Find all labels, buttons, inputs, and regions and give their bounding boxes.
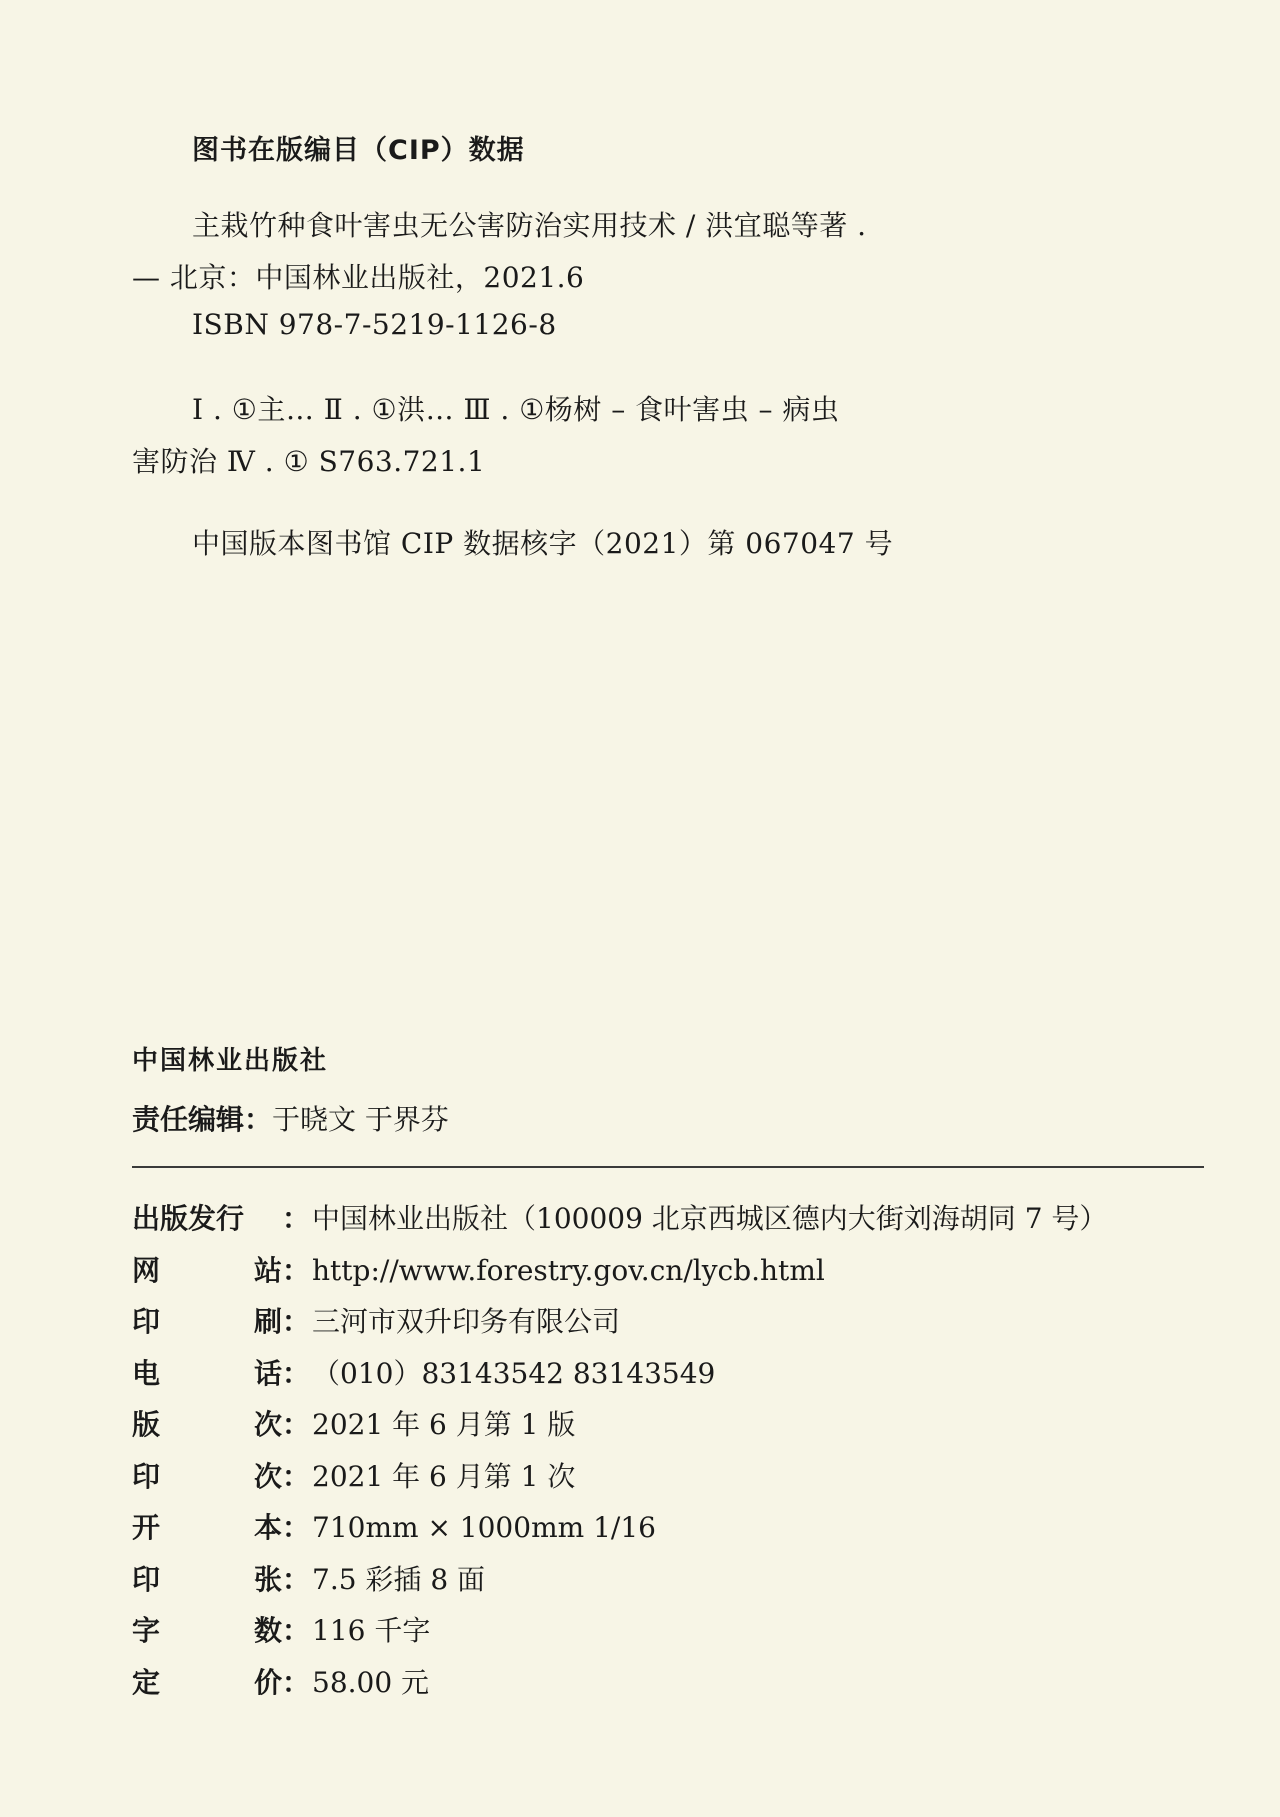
info-label-char: 版 <box>160 1202 189 1235</box>
info-row <box>132 1609 1107 1661</box>
info-label-char: 数 <box>253 1614 282 1647</box>
info-value: 三河市双升印务有限公司 <box>312 1305 621 1338</box>
info-label <box>132 1300 282 1340</box>
info-value: （010）83143542 83143549 <box>312 1356 716 1390</box>
info-label-char: 发 <box>188 1202 217 1235</box>
info-label <box>132 1197 282 1237</box>
info-label-char: 印 <box>132 1305 161 1338</box>
cip-heading: 图书在版编目（CIP）数据 <box>192 135 525 166</box>
info-label-char: 次 <box>253 1408 282 1441</box>
info-label <box>132 1455 282 1495</box>
info-value: 710mm × 1000mm 1/16 <box>312 1511 656 1544</box>
info-row <box>132 1300 1107 1352</box>
info-label-char: 网 <box>132 1253 161 1287</box>
info-colon: ： <box>282 1356 311 1390</box>
cip-subject-line: Ⅰ . ①主… Ⅱ . ①洪… Ⅲ . ①杨树 – 食叶害虫 – 病虫 <box>192 393 840 426</box>
editors-names: 于晓文 于界芬 <box>272 1103 449 1136</box>
info-label-char: 版 <box>132 1408 161 1441</box>
info-label-char: 刷 <box>253 1305 282 1338</box>
info-colon: ： <box>282 1665 311 1699</box>
info-colon: ： <box>282 1305 311 1338</box>
info-colon: ： <box>282 1614 311 1647</box>
info-label-char: 印 <box>132 1562 161 1596</box>
info-label <box>132 1558 282 1598</box>
editors-label: 责任编辑： <box>132 1103 273 1136</box>
info-label-char: 字 <box>132 1614 161 1647</box>
responsible-editors <box>132 1098 449 1138</box>
info-label <box>132 1249 282 1289</box>
info-value: 7.5 彩插 8 面 <box>312 1562 486 1596</box>
info-colon: ： <box>282 1511 311 1544</box>
cip-subject-line-cont: 害防治 Ⅳ . ① S763.721.1 <box>132 445 486 478</box>
info-label <box>132 1352 282 1392</box>
info-label-char: 开 <box>132 1511 161 1544</box>
info-row <box>132 1661 1107 1713</box>
info-row <box>132 1197 1107 1249</box>
info-label <box>132 1506 282 1546</box>
info-row <box>132 1455 1107 1507</box>
cip-record-number: 中国版本图书馆 CIP 数据核字（2021）第 067047 号 <box>192 527 894 560</box>
info-label-char: 电 <box>132 1356 161 1390</box>
info-label-char: 张 <box>253 1562 282 1596</box>
publication-info <box>132 1197 1107 1712</box>
info-value: 中国林业出版社（100009 北京西城区德内大街刘海胡同 7 号） <box>312 1202 1108 1235</box>
info-value: 2021 年 6 月第 1 版 <box>312 1408 576 1441</box>
info-label-char: 定 <box>132 1665 161 1699</box>
info-colon: ： <box>282 1408 311 1441</box>
info-label <box>132 1403 282 1443</box>
info-label-char: 站 <box>253 1253 282 1287</box>
info-row <box>132 1249 1107 1301</box>
info-label-char: 价 <box>253 1665 282 1699</box>
info-value: 116 千字 <box>312 1614 431 1647</box>
info-value: http://www.forestry.gov.cn/lycb.html <box>312 1253 825 1287</box>
info-colon: ： <box>282 1562 311 1596</box>
info-label <box>132 1609 282 1649</box>
cip-publisher-line: — 北京：中国林业出版社，2021.6 <box>132 261 585 294</box>
info-label-char: 出 <box>132 1202 161 1235</box>
info-row <box>132 1506 1107 1558</box>
info-value: 58.00 元 <box>312 1665 430 1699</box>
info-colon: ： <box>282 1253 311 1287</box>
info-row <box>132 1558 1107 1610</box>
info-value: 2021 年 6 月第 1 次 <box>312 1459 576 1493</box>
cip-isbn-line: ISBN 978-7-5219-1126-8 <box>192 308 557 341</box>
info-colon: ： <box>282 1202 311 1235</box>
publisher-name: 中国林业出版社 <box>132 1046 329 1076</box>
info-label-char: 话 <box>253 1356 282 1390</box>
divider-rule <box>132 1166 1204 1168</box>
info-colon: ： <box>282 1459 311 1493</box>
cip-title-line: 主栽竹种食叶害虫无公害防治实用技术 / 洪宜聪等著 . <box>192 209 867 242</box>
info-row <box>132 1403 1107 1455</box>
info-label-char: 行 <box>216 1202 245 1235</box>
info-label <box>132 1661 282 1701</box>
info-label-char: 印 <box>132 1459 161 1493</box>
info-label-char: 本 <box>253 1511 282 1544</box>
info-row <box>132 1352 1107 1404</box>
info-label-char: 次 <box>253 1459 282 1493</box>
